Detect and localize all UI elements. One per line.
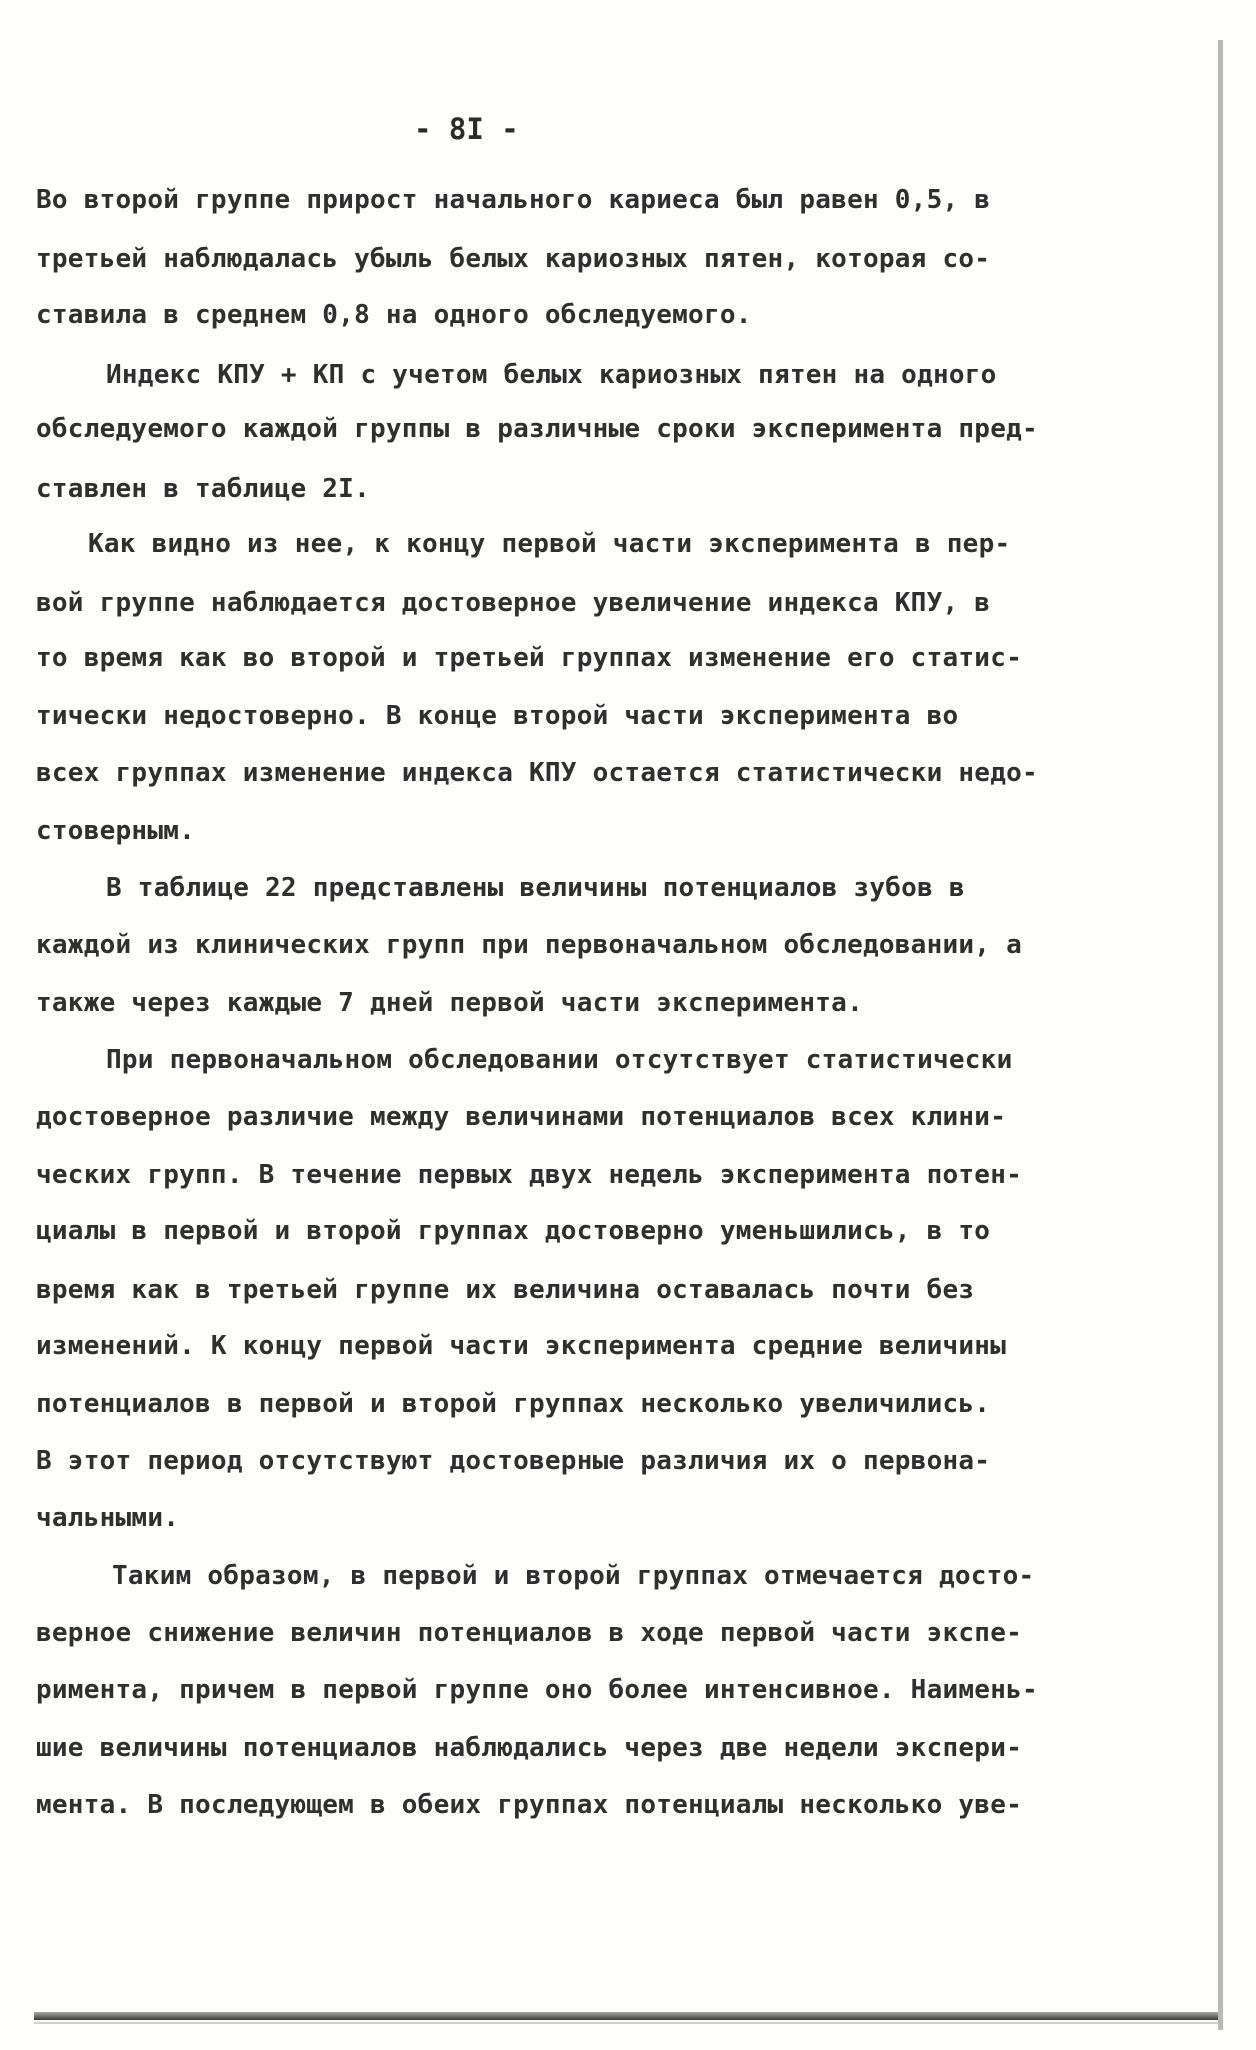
text-line: стоверным. xyxy=(36,816,196,846)
text-line: В таблице 22 представлены величины потенциалов зубов в xyxy=(106,873,965,903)
text-line: Как видно из нее, к концу первой части эксперимента в пер- xyxy=(88,529,1011,559)
text-line: чальными. xyxy=(36,1503,180,1533)
page-bottom-edge-shadow xyxy=(34,2012,1218,2020)
text-line: ставила в среднем 0,8 на одного обследуемого. xyxy=(36,300,752,330)
text-line: потенциалов в первой и второй группах несколько увеличились. xyxy=(36,1389,991,1419)
text-line: достоверное различие между величинами потенциалов всех клини- xyxy=(36,1102,1007,1132)
text-line: всех группах изменение индекса КПУ остается статистически недо- xyxy=(36,758,1038,788)
text-line: шие величины потенциалов наблюдались через две недели экспери- xyxy=(36,1733,1023,1763)
text-line: обследуемого каждой группы в различные сроки эксперимента пред- xyxy=(36,414,1038,444)
text-line: тически недостоверно. В конце второй части эксперимента во xyxy=(36,701,959,731)
text-line: В этот период отсутствуют достоверные различия их о первона- xyxy=(36,1446,991,1476)
text-line: ставлен в таблице 2I. xyxy=(36,474,370,504)
text-line: то время как во второй и третьей группах изменение его статис- xyxy=(36,643,1023,673)
text-line: циалы в первой и второй группах достоверно уменьшились, в то xyxy=(36,1216,991,1246)
text-line: римента, причем в первой группе оно более интенсивное. Наимень- xyxy=(36,1675,1038,1705)
text-line: верное снижение величин потенциалов в ходе первой части экспе- xyxy=(36,1618,1023,1648)
text-line: каждой из клинических групп при первоначальном обследовании, а xyxy=(36,930,1023,960)
page-bottom-edge-line xyxy=(34,2022,1218,2024)
page-number: - 8I - xyxy=(414,112,519,146)
text-line: вой группе наблюдается достоверное увеличение индекса КПУ, в xyxy=(36,588,991,618)
text-line: также через каждые 7 дней первой части эксперимента. xyxy=(36,988,863,1018)
text-line: третьей наблюдалась убыль белых кариозных пятен, которая со- xyxy=(36,244,991,274)
text-line: Индекс КПУ + КП с учетом белых кариозных пятен на одного xyxy=(106,360,997,390)
text-line: Во второй группе прирост начального кариеса был равен 0,5, в xyxy=(36,185,991,215)
text-line: Таким образом, в первой и второй группах отмечается досто- xyxy=(112,1561,1035,1591)
page-right-edge-shadow xyxy=(1218,40,1223,2030)
text-line: изменений. К концу первой части эксперимента средние величины xyxy=(36,1331,1007,1361)
text-line: При первоначальном обследовании отсутствует статистически xyxy=(106,1045,1013,1075)
text-line: мента. В последующем в обеих группах потенциалы несколько уве- xyxy=(36,1790,1023,1820)
text-line: время как в третьей группе их величина оставалась почти без xyxy=(36,1275,975,1305)
text-line: ческих групп. В течение первых двух недель эксперимента потен- xyxy=(36,1160,1023,1190)
